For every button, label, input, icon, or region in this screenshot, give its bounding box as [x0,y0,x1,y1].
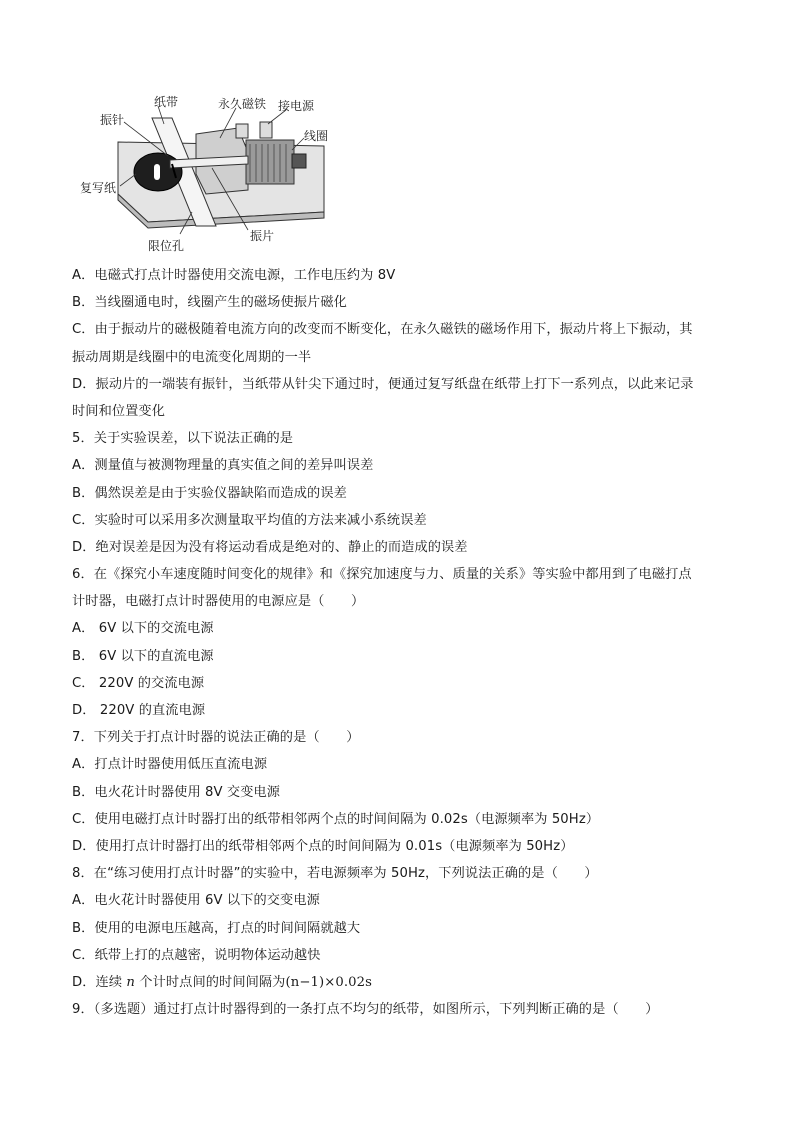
option-8d-prefix: D．连续 [72,974,127,990]
text-line: C．使用电磁打点计时器打出的纸带相邻两个点的时间间隔为 0.02s（电源频率为 50Hz） [72,811,600,827]
disk-slot [154,164,160,180]
math-formula: (n−1)×0.02s [285,974,372,990]
text-line: B．偶然误差是由于实验仪器缺陷而造成的误差 [72,485,347,501]
coil [246,140,294,184]
label-paper-tape: 纸带 [154,95,179,109]
terminal-right [260,122,272,138]
text-line: 计时器，电磁打点计时器使用的电源应是（ ） [72,594,365,610]
label-limit-hole: 限位孔 [148,239,185,253]
text-line: D．使用打点计时器打出的纸带相邻两个点的时间间隔为 0.01s（电源频率为 50Hz） [72,838,574,854]
label-carbon-paper: 复写纸 [80,181,117,195]
text-line: B． 6V 以下的直流电源 [72,648,214,664]
terminal-left [236,124,248,138]
math-variable-n: n [126,974,136,990]
question-5-stem: 5．关于实验误差，以下说法正确的是 [72,431,294,447]
text-line: A． 6V 以下的交流电源 [72,621,214,637]
text-line: 振动周期是线圈中的电流变化周期的一半 [72,349,312,365]
text-line: B．使用的电源电压越高，打点的时间间隔就越大 [72,920,361,936]
text-line: D．振动片的一端装有振针，当纸带从针尖下通过时，便通过复写纸盘在纸带上打下一系列点，以此来记录 [72,376,694,392]
text-line: D．绝对误差是因为没有将运动看成是绝对的、静止的而造成的误差 [72,539,468,555]
text-line: C．纸带上打的点越密，说明物体运动越快 [72,947,321,963]
label-magnet: 永久磁铁 [218,97,267,111]
text-line: C．实验时可以采用多次测量取平均值的方法来减小系统误差 [72,512,427,528]
label-coil: 线圈 [304,129,329,143]
ticker-timer-diagram [78,94,340,258]
question-7-stem: 7．下列关于打点计时器的说法正确的是（ ） [72,730,360,746]
text-line: A．打点计时器使用低压直流电源 [72,757,268,773]
text-line: B．电火花计时器使用 8V 交变电源 [72,784,281,800]
text-line: 时间和位置变化 [72,403,166,419]
text-line: C．由于振动片的磁极随着电流方向的改变而不断变化，在永久磁铁的磁场作用下，振动片将上下振动，其 [72,322,693,338]
option-8d [72,969,732,996]
option-8d-middle: 个计时点间的时间间隔为 [135,974,286,990]
question-text [72,262,732,1023]
question-8-stem: 8．在“练习使用打点计时器”的实验中，若电源频率为 50Hz，下列说法正确的是（ ） [72,866,598,882]
label-vibrating-plate: 振片 [250,229,275,243]
coil-end [292,154,306,168]
text-line: D． 220V 的直流电源 [72,703,206,718]
question-9-stem: 9．（多选题）通过打点计时器得到的一条打点不均匀的纸带，如图所示，下列判断正确的是（ ） [72,1002,659,1018]
text-line: B．当线圈通电时，线圈产生的磁场使振片磁化 [72,295,347,311]
text-line: A．电磁式打点计时器使用交流电源，工作电压约为 8V [72,268,396,283]
label-power: 接电源 [278,99,315,113]
text-line: A．测量值与被测物理量的真实值之间的差异叫误差 [72,458,374,474]
question-6-stem: 6．在《探究小车速度随时间变化的规律》和《探究加速度与力、质量的关系》等实验中都用到了电磁打点 [72,567,692,583]
label-needle: 振针 [100,113,125,127]
ticker-timer-figure [78,94,340,258]
text-line: C． 220V 的交流电源 [72,675,205,691]
text-line: A．电火花计时器使用 6V 以下的交变电源 [72,893,320,909]
